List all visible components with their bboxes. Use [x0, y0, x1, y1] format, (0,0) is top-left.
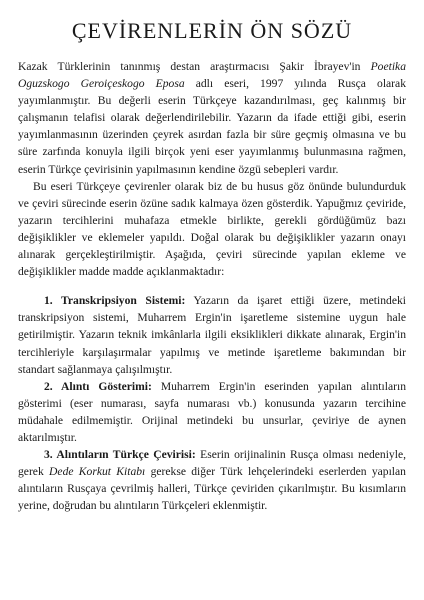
book-title: Dede Korkut Kitabı	[49, 465, 146, 479]
section-heading: 1. Transkripsiyon Sistemi:	[44, 294, 186, 308]
intro-paragraph-2: Bu eseri Türkçeye çevirenler olarak biz de bu husus göz önünde bulundurduk ve çeviri sürecinde eserin özüne sadık kalmaya özen gösterdik. Yapuğmız çeviride, yazarın tercihlerini muhafaza etmekle birlikte, gerekli gördüğümüz bazı değişiklikler ve eklemeler yapıldı. Doğal olarak bu değişiklikler yazarın onayı alınarak gerçekleştirilmiştir. Aşağıda, çeviri sürecinde yapılan ekleme ve değişiklikler madde madde açıklanmaktadır:	[18, 179, 406, 279]
section-alinti-cevirisi	[18, 446, 406, 514]
section-heading: 3. Alıntıların Türkçe Çevirisi:	[44, 448, 196, 462]
intro-text-a: Kazak Türklerinin tanınmış destan araştırmacısı Şakir İbrayev'in	[18, 60, 371, 73]
intro-text-b: adlı eseri, 1997 yılında Rusça olarak yayımlanmıştır. Bu değerli eserin Türkçeye kazandırılması, geç kalınmış bir çalışmanın telafisi olarak değerlendirilebilir. Yazarın da ifade ettiği gibi, eserin yayımlanmasının üzerinden çeyrek asırdan fazla bir süre geçmiş olmasına ve bu süre zarfında konuyla ilgili birçok yeni eser yayımlanmış bulunmasına rağmen, eserin Türkçe çevirisinin yapılmasının kendine özgü sebepleri vardır.	[18, 77, 406, 176]
section-text: Eserin orijinalinin Rusça olması nedeniyle, gerek	[18, 448, 406, 479]
intro-paragraph-1	[18, 58, 406, 178]
section-text: Muharrem Ergin'in eserinden yapılan alıntıların gösterimi (eser numarası, sayfa numarası vb.) konusunda yazarın tercihine müdahale edilmemiştir. Orijinal metindeki bu unsurlar, çeviriye de aynen aktarılmıştır.	[18, 379, 406, 444]
book-title: Poetika Oguzskogo Geroiçeskogo Eposa	[18, 60, 406, 91]
section-text: gerekse diğer Türk lehçelerindeki eserlerden yapılan alıntıların Rusçaya çevrilmiş halleri, Türkçe çeviriden çıkarılmıştır. Bu kısımların yerine, doğrudan bu alıntıların Türkçeleri eklenmiştir.	[18, 465, 406, 513]
page-title: ÇEVİRENLERİN ÖN SÖZÜ	[71, 18, 353, 43]
section-transkripsiyon	[18, 292, 406, 377]
section-gap	[18, 280, 406, 292]
section-text: Yazarın da işaret ettiği üzere, metindeki transkripsiyon sistemi, Muharrem Ergin'in işaretleme sistemine uygun hale getirilmiştir. Yazarın teknik imkânlarla ilgili eksiklikleri dikkate alınarak, Ergin'in tercihleriyle karşılaşırmalar yapılmış ve metinde işaretleme bakımından bir standart sağlanmaya çalışılmıştır.	[18, 294, 406, 376]
section-alinti-gosterimi	[18, 378, 406, 446]
section-heading: 2. Alıntı Gösterimi:	[44, 379, 152, 393]
